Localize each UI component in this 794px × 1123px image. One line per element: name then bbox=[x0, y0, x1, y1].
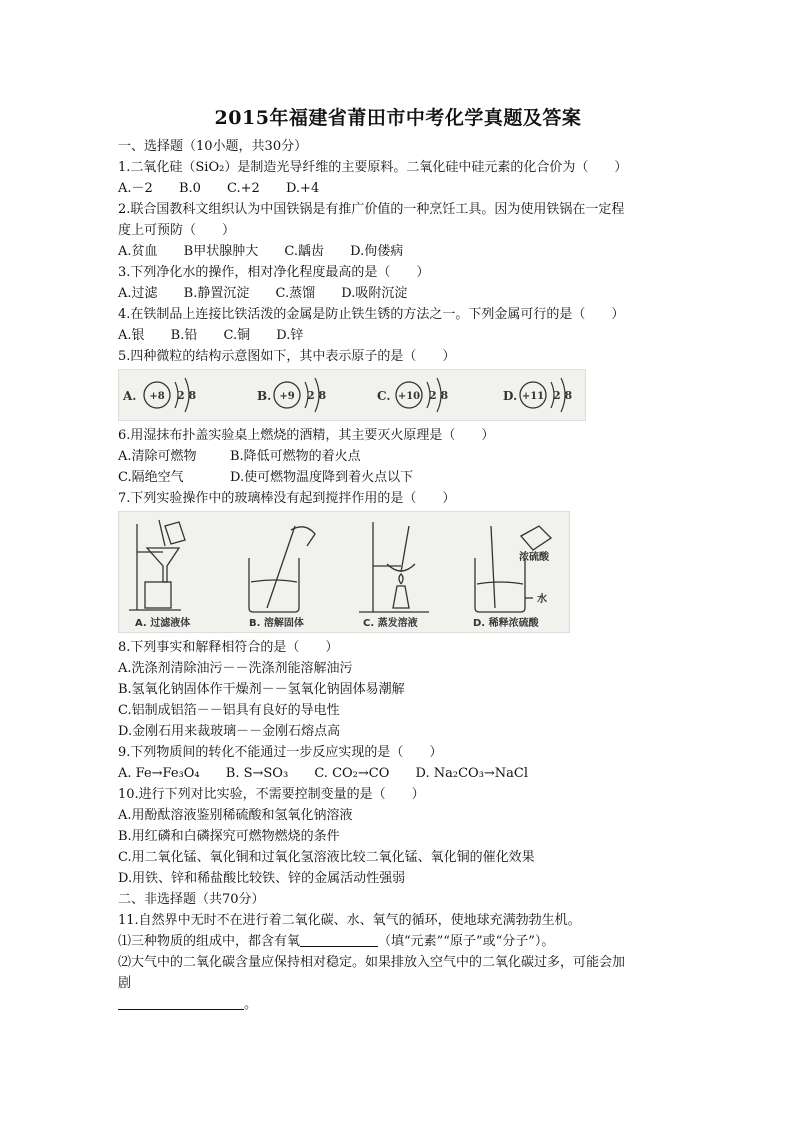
question-10-stem: 10.进行下列对比实验，不需要控制变量的是（ ） bbox=[118, 787, 425, 802]
question-4-options bbox=[118, 325, 678, 346]
question-3-stem: 3.下列净化水的操作，相对净化程度最高的是（ ） bbox=[118, 265, 430, 280]
answer-blank-2[interactable] bbox=[118, 995, 244, 1010]
nucleus-charge: +10 bbox=[397, 391, 421, 402]
exam-page bbox=[118, 103, 678, 1015]
caption-c: C. 蒸发溶液 bbox=[363, 618, 418, 629]
part-2-end: 。 bbox=[244, 997, 258, 1012]
section-heading-choice: 一、选择题（10小题，共30分） bbox=[118, 139, 308, 154]
part-1-hint: （填“元素”“原子”或“分子”）。 bbox=[378, 934, 555, 949]
question-5-stem: 5.四种微粒的结构示意图如下，其中表示原子的是（ ） bbox=[118, 349, 456, 364]
option-c: C.铝制成铝箔－－铝具有良好的导电性 bbox=[118, 703, 340, 718]
option-c: C.隔绝空气 bbox=[118, 470, 184, 485]
answer-blank-1[interactable] bbox=[300, 932, 378, 947]
option-d: D.使可燃物温度降到着火点以下 bbox=[230, 470, 414, 485]
atom-label: C. bbox=[377, 389, 391, 403]
question-9-options bbox=[118, 763, 678, 784]
caption-d: D. 稀释浓硫酸 bbox=[473, 618, 539, 629]
question-9-stem: 9.下列物质间的转化不能通过一步反应实现的是（ ） bbox=[118, 745, 443, 760]
label-water: 水 bbox=[537, 594, 547, 605]
question-6-options-row1 bbox=[118, 446, 678, 467]
label-concentrated-sulfuric-acid: 浓硫酸 bbox=[519, 552, 549, 563]
atom-label: D. bbox=[503, 389, 518, 403]
nucleus-charge: +8 bbox=[149, 391, 165, 402]
question-6-stem: 6.用湿抹布扑盖实验桌上燃烧的酒精，其主要灭火原理是（ ） bbox=[118, 428, 495, 443]
question-11-stem: 11.自然界中无时不在进行着二氧化碳、水、氧气的循环，使地球充满勃勃生机。 bbox=[118, 913, 581, 928]
question-2-options bbox=[118, 241, 678, 262]
question-11-part-2-line2: 剧 bbox=[118, 976, 132, 991]
evaporation-diagram bbox=[359, 522, 429, 612]
lab-operations-figure bbox=[118, 511, 570, 633]
option-c: C. CO₂→CO bbox=[314, 766, 390, 781]
question-2-stem-line1: 2.联合国教科文组织认为中国铁锅是有推广价值的一种烹饪工具。因为使用铁锅在一定程 bbox=[118, 202, 625, 217]
question-2-stem-line2: 度上可预防（ ） bbox=[118, 223, 236, 238]
option-d: D.金刚石用来裁玻璃－－金刚石熔点高 bbox=[118, 724, 341, 739]
option-a: A.贫血 bbox=[118, 244, 158, 259]
question-7-stem: 7.下列实验操作中的玻璃棒没有起到搅拌作用的是（ ） bbox=[118, 491, 456, 506]
caption-a: A. 过滤液体 bbox=[135, 618, 191, 629]
question-8-stem: 8.下列事实和解释相符合的是（ ） bbox=[118, 640, 339, 655]
option-b: B.铅 bbox=[170, 328, 198, 343]
option-c: C.蒸馏 bbox=[275, 286, 316, 301]
filtration-diagram bbox=[129, 520, 185, 610]
option-b: B.0 bbox=[178, 181, 201, 196]
nucleus-charge: +11 bbox=[521, 391, 545, 402]
option-c: C.龋齿 bbox=[284, 244, 324, 259]
option-d: D.吸附沉淀 bbox=[341, 286, 408, 301]
option-b: B.降低可燃物的着火点 bbox=[230, 449, 361, 464]
option-c: C.用二氧化锰、氧化铜和过氧化氢溶液比较二氧化锰、氧化铜的催化效果 bbox=[118, 850, 535, 865]
option-a: A. Fe→Fe₃O₄ bbox=[118, 766, 200, 781]
atom-diagram-c bbox=[377, 378, 448, 412]
section-heading-non-choice: 二、非选择题（共70分） bbox=[118, 892, 265, 907]
caption-b: B. 溶解固体 bbox=[249, 618, 304, 629]
atom-diagram-a bbox=[122, 378, 196, 412]
electron-shells: 2 8 bbox=[307, 389, 327, 402]
question-1-options bbox=[118, 178, 678, 199]
question-1-stem: 1.二氧化硅（SiO₂）是制造光导纤维的主要原料。二氧化硅中硅元素的化合价为（ ） bbox=[118, 160, 628, 175]
electron-shells: 2 8 bbox=[177, 389, 197, 402]
question-11-part-2-line1: ⑵大气中的二氧化碳含量应保持相对稳定。如果排放入空气中的二氧化碳过多，可能会加 bbox=[118, 955, 626, 970]
question-11-part-2-line3 bbox=[118, 994, 678, 1015]
option-a: A.银 bbox=[118, 328, 145, 343]
atom-label: A. bbox=[123, 389, 137, 403]
option-d: D.佝偻病 bbox=[350, 244, 404, 259]
question-3-options bbox=[118, 283, 678, 304]
option-d: D.用铁、锌和稀盐酸比较铁、锌的金属活动性强弱 bbox=[118, 871, 406, 886]
atom-diagram-b bbox=[257, 378, 326, 412]
option-b: B.静置沉淀 bbox=[183, 286, 250, 301]
option-b: B.用红磷和白磷探究可燃物燃烧的条件 bbox=[118, 829, 340, 844]
atom-label: B. bbox=[257, 389, 272, 403]
option-a: A.－2 bbox=[118, 181, 153, 196]
option-a: A.清除可燃物 bbox=[118, 449, 197, 464]
nucleus-charge: +9 bbox=[279, 391, 295, 402]
dissolving-diagram bbox=[249, 526, 315, 612]
option-d: D.锌 bbox=[276, 328, 304, 343]
option-a: A.过滤 bbox=[118, 286, 158, 301]
electron-shells: 2 8 bbox=[429, 389, 449, 402]
option-a: A.洗涤剂清除油污－－洗涤剂能溶解油污 bbox=[118, 661, 353, 676]
option-c: C.+2 bbox=[227, 181, 260, 196]
question-4-stem: 4.在铁制品上连接比铁活泼的金属是防止铁生锈的方法之一。下列金属可行的是（ ） bbox=[118, 307, 625, 322]
option-d: D.+4 bbox=[285, 181, 320, 196]
option-b: B. S→SO₃ bbox=[225, 766, 289, 781]
page-title: 2015年福建省莆田市中考化学真题及答案 bbox=[214, 107, 582, 129]
option-d: D. Na₂CO₃→NaCl bbox=[415, 766, 529, 781]
electron-shells: 2 8 bbox=[553, 389, 573, 402]
option-b: B甲状腺肿大 bbox=[183, 244, 259, 259]
atom-structure-figure bbox=[118, 369, 586, 421]
question-6-options-row2 bbox=[118, 467, 678, 488]
part-1-text: ⑴三种物质的组成中，都含有氧 bbox=[118, 934, 301, 949]
question-11-part-1 bbox=[118, 931, 678, 952]
atom-diagram-d bbox=[503, 378, 572, 412]
option-a: A.用酚酞溶液鉴别稀硫酸和氢氧化钠溶液 bbox=[118, 808, 353, 823]
option-b: B.氢氧化钠固体作干燥剂－－氢氧化钠固体易潮解 bbox=[118, 682, 405, 697]
option-c: C.铜 bbox=[223, 328, 251, 343]
